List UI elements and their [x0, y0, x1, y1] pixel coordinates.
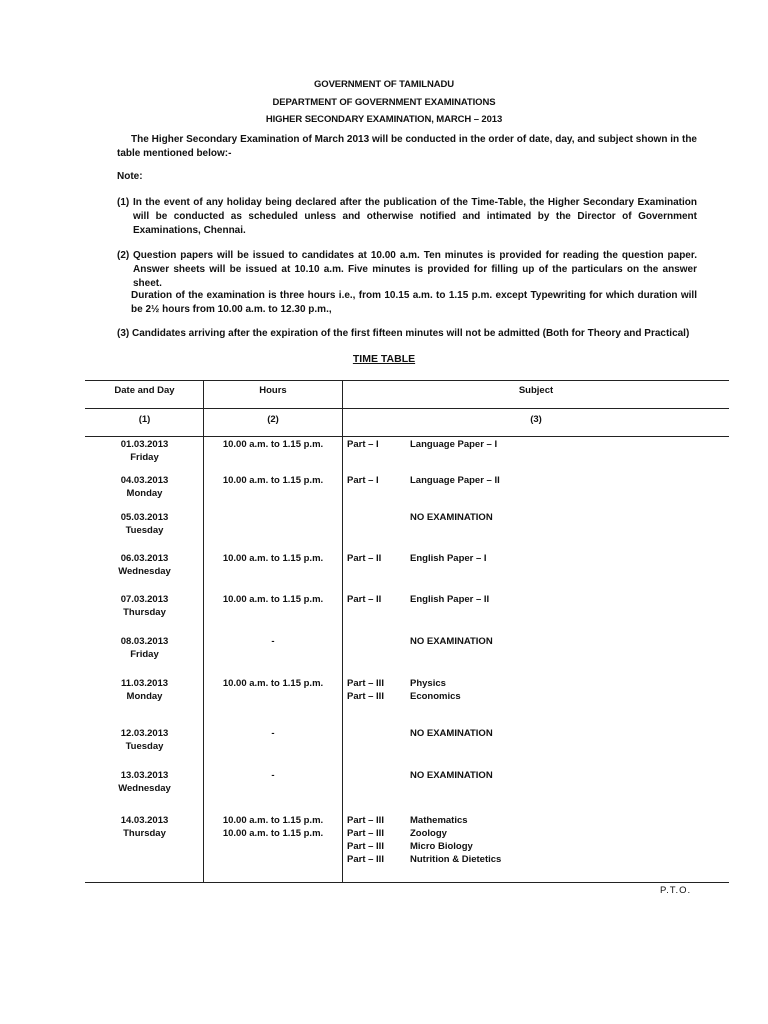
hours-cell [204, 677, 342, 690]
note-2-text: Question papers will be issued to candidates at 10.00 a.m. Ten minutes is provided for reading the question paper. Answer sheets will be issued at 10.10 a.m. Five minutes is provided for filling up of the particulars on the answer sheet. [133, 250, 697, 289]
date-cell [86, 438, 203, 464]
date-text: 07.03.2013 [120, 594, 169, 605]
note-2 [117, 249, 697, 291]
subject-text: Language Paper – I [410, 439, 498, 450]
date-text: 12.03.2013 [120, 728, 169, 739]
date-cell [86, 511, 203, 537]
colnum-date: (1) [138, 414, 151, 425]
subject-text: Language Paper – II [410, 475, 500, 486]
part-text: Part – III [347, 828, 384, 839]
part-cell [347, 552, 407, 565]
date-text: 04.03.2013 [120, 475, 169, 486]
hours-cell [204, 814, 342, 840]
date-text: 06.03.2013 [120, 553, 169, 564]
intro-paragraph: The Higher Secondary Examination of March 2013 will be conducted in the order of date, day, and subject shown in the table mentioned below:- [117, 134, 697, 159]
subject-text: Physics [410, 678, 446, 689]
subject-cell [410, 635, 710, 648]
hours-cell [204, 727, 342, 740]
part-cell [347, 814, 407, 866]
hours-cell [204, 635, 342, 648]
subject-text: English Paper – II [410, 594, 490, 605]
subject-cell [410, 814, 710, 866]
part-text: Part – II [347, 553, 382, 564]
date-text: 13.03.2013 [120, 770, 169, 781]
day-text: Wednesday [118, 783, 171, 794]
part-text: Part – III [347, 678, 384, 689]
subject-cell [410, 727, 710, 740]
subject-cell [410, 677, 710, 703]
subject-cell [410, 474, 710, 487]
hours-text: 10.00 a.m. to 1.15 p.m. [222, 553, 324, 564]
hours-text: - [271, 636, 275, 647]
date-text: 05.03.2013 [120, 512, 169, 523]
day-text: Wednesday [118, 566, 171, 577]
note-3: (3) Candidates arriving after the expiration of the first fifteen minutes will not be admitted (Both for Theory and Practical) [117, 328, 690, 339]
subject-cell [410, 769, 710, 782]
note-1-text: In the event of any holiday being declared after the publication of the Time-Table, the Higher Secondary Examination will be conducted as scheduled unless and otherwise notified and intimated by the Director of Government Examinations, Chennai. [133, 197, 697, 236]
subject-text: Zoology [410, 828, 447, 839]
subject-cell [410, 438, 710, 451]
hours-text: - [271, 770, 275, 781]
hours-text: 10.00 a.m. to 1.15 p.m. [222, 815, 324, 826]
day-text: Thursday [123, 607, 166, 618]
part-text: Part – III [347, 691, 384, 702]
hours-text: 10.00 a.m. to 1.15 p.m. [222, 678, 324, 689]
pto-label: P.T.O. [660, 885, 692, 896]
subject-text: Economics [410, 691, 461, 702]
subject-cell [410, 511, 710, 524]
day-text: Monday [126, 691, 163, 702]
date-cell [86, 593, 203, 619]
day-text: Friday [130, 649, 159, 660]
part-text: Part – III [347, 841, 384, 852]
colnum-subject: (3) [530, 414, 542, 425]
date-cell [86, 727, 203, 753]
day-text: Thursday [123, 828, 166, 839]
date-cell [86, 814, 203, 840]
duration-note [117, 289, 697, 317]
hours-cell [204, 593, 342, 606]
hours-text: 10.00 a.m. to 1.15 p.m. [222, 439, 324, 450]
date-cell [86, 552, 203, 578]
part-text: Part – I [347, 475, 379, 486]
note-1 [117, 196, 697, 238]
part-cell [347, 593, 407, 606]
subject-text: NO EXAMINATION [410, 770, 493, 781]
header-exam-title: HIGHER SECONDARY EXAMINATION, MARCH – 2013 [265, 114, 503, 125]
date-text: 11.03.2013 [120, 678, 169, 689]
header-department: DEPARTMENT OF GOVERNMENT EXAMINATIONS [272, 97, 496, 108]
header-subject: Subject [518, 385, 554, 396]
hours-text: 10.00 a.m. to 1.15 p.m. [222, 475, 324, 486]
hours-cell [204, 474, 342, 487]
date-text: 14.03.2013 [120, 815, 169, 826]
date-cell [86, 635, 203, 661]
hours-text: - [271, 728, 275, 739]
hours-text: 10.00 a.m. to 1.15 p.m. [222, 594, 324, 605]
day-text: Friday [130, 452, 159, 463]
hours-text: 10.00 a.m. to 1.15 p.m. [222, 828, 324, 839]
subject-cell [410, 552, 710, 565]
hours-cell [204, 552, 342, 565]
duration-text: Duration of the examination is three hours i.e., from 10.15 a.m. to 1.15 p.m. except Typewriting for which duration will be 2½ hours from 10.00 a.m. to 12.30 p.m., [131, 290, 697, 315]
subject-text: English Paper – I [410, 553, 487, 564]
colnum-hours: (2) [267, 414, 279, 425]
timetable-title: TIME TABLE [352, 353, 416, 365]
subject-text: NO EXAMINATION [410, 636, 493, 647]
note-2-number: (2) [117, 250, 130, 261]
part-text: Part – III [347, 815, 384, 826]
date-cell [86, 769, 203, 795]
subject-text: NO EXAMINATION [410, 728, 493, 739]
header-government: GOVERNMENT OF TAMILNADU [313, 79, 454, 90]
part-cell [347, 677, 407, 703]
date-text: 01.03.2013 [120, 439, 169, 450]
subject-cell [410, 593, 710, 606]
part-text: Part – I [347, 439, 379, 450]
hours-cell [204, 769, 342, 782]
subject-text: Micro Biology [410, 841, 473, 852]
header-hours: Hours [259, 385, 287, 396]
part-text: Part – III [347, 854, 384, 865]
part-text: Part – II [347, 594, 382, 605]
day-text: Monday [126, 488, 163, 499]
date-cell [86, 474, 203, 500]
subject-text: Mathematics [410, 815, 468, 826]
date-cell [86, 677, 203, 703]
subject-text: Nutrition & Dietetics [410, 854, 502, 865]
note-label: Note: [117, 171, 143, 182]
part-cell [347, 438, 407, 451]
hours-cell [204, 438, 342, 451]
note-1-number: (1) [117, 197, 130, 208]
day-text: Tuesday [125, 525, 164, 536]
day-text: Tuesday [125, 741, 164, 752]
part-cell [347, 474, 407, 487]
header-date: Date and Day [114, 385, 175, 396]
subject-text: NO EXAMINATION [410, 512, 493, 523]
date-text: 08.03.2013 [120, 636, 169, 647]
